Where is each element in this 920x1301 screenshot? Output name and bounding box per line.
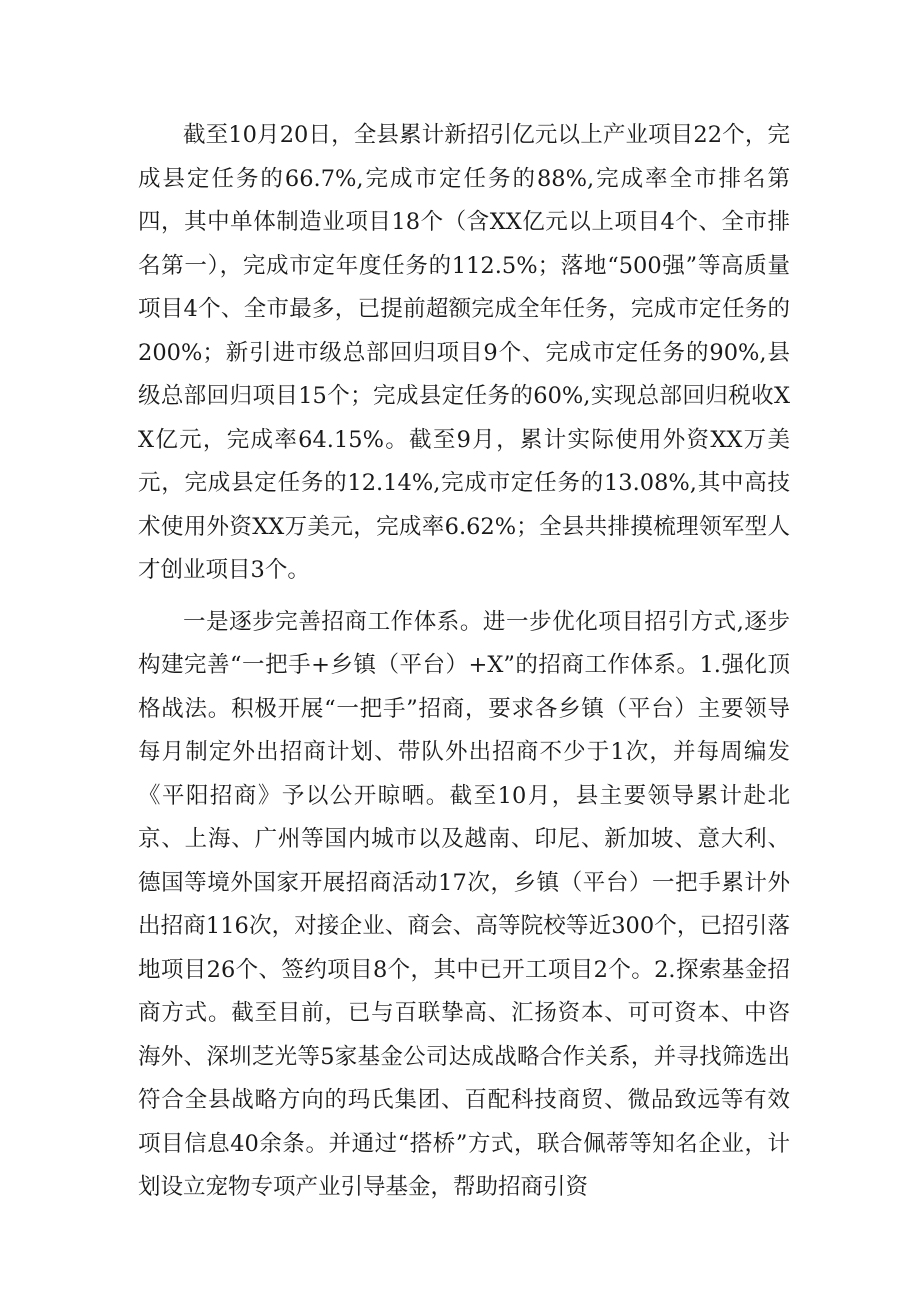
paragraph-investment-summary: 截至10月20日，全县累计新招引亿元以上产业项目22个，完成县定任务的66.7%,完成市定任务的88%,完成率全市排名第四，其中单体制造业项目18个（含XX亿元以上项目4个、全市排名第一），完成市定年度任务的112.5%；落地“500强”等高质量项目4个、全市最多，已提前超额完成全年任务，完成市定任务的200%；新引进市级总部回归项目9个、完成市定任务的90%,县级总部回归项目15个；完成县定任务的60%,实现总部回归税收XX亿元，完成率64.15%。截至9月，累计实际使用外资XX万美元，完成县定任务的12.14%,完成市定任务的13.08%,其中高技术使用外资XX万美元，完成率6.62%；全县共排摸梳理领军型人才创业项目3个。 — [138, 122, 790, 583]
paragraph-investment-system: 一是逐步完善招商工作体系。进一步优化项目招引方式,逐步构建完善“一把手+乡镇（平台）+X”的招商工作体系。1.强化顶格战法。积极开展“一把手”招商，要求各乡镇（平台）主要领导每月制定外出招商计划、带队外出招商不少于1次，并每周编发《平阳招商》予以公开晾晒。截至10月，县主要领导累计赴北京、上海、广州等国内城市以及越南、印尼、新加坡、意大利、德国等境外国家开展招商活动17次，乡镇（平台）一把手累计外出招商116次，对接企业、商会、高等院校等近300个，已招引落地项目26个、签约项目8个，其中已开工项目2个。2.探索基金招商方式。截至目前，已与百联挚高、汇扬资本、可可资本、中咨海外、深圳芝光等5家基金公司达成战略合作关系，并寻找筛选出符合全县战略方向的玛氏集团、百配科技商贸、微品致远等有效项目信息40余条。并通过“搭桥”方式，联合佩蒂等知名企业，计划设立宠物专项产业引导基金，帮助招商引资 — [138, 608, 790, 1200]
document-body — [138, 114, 790, 1218]
